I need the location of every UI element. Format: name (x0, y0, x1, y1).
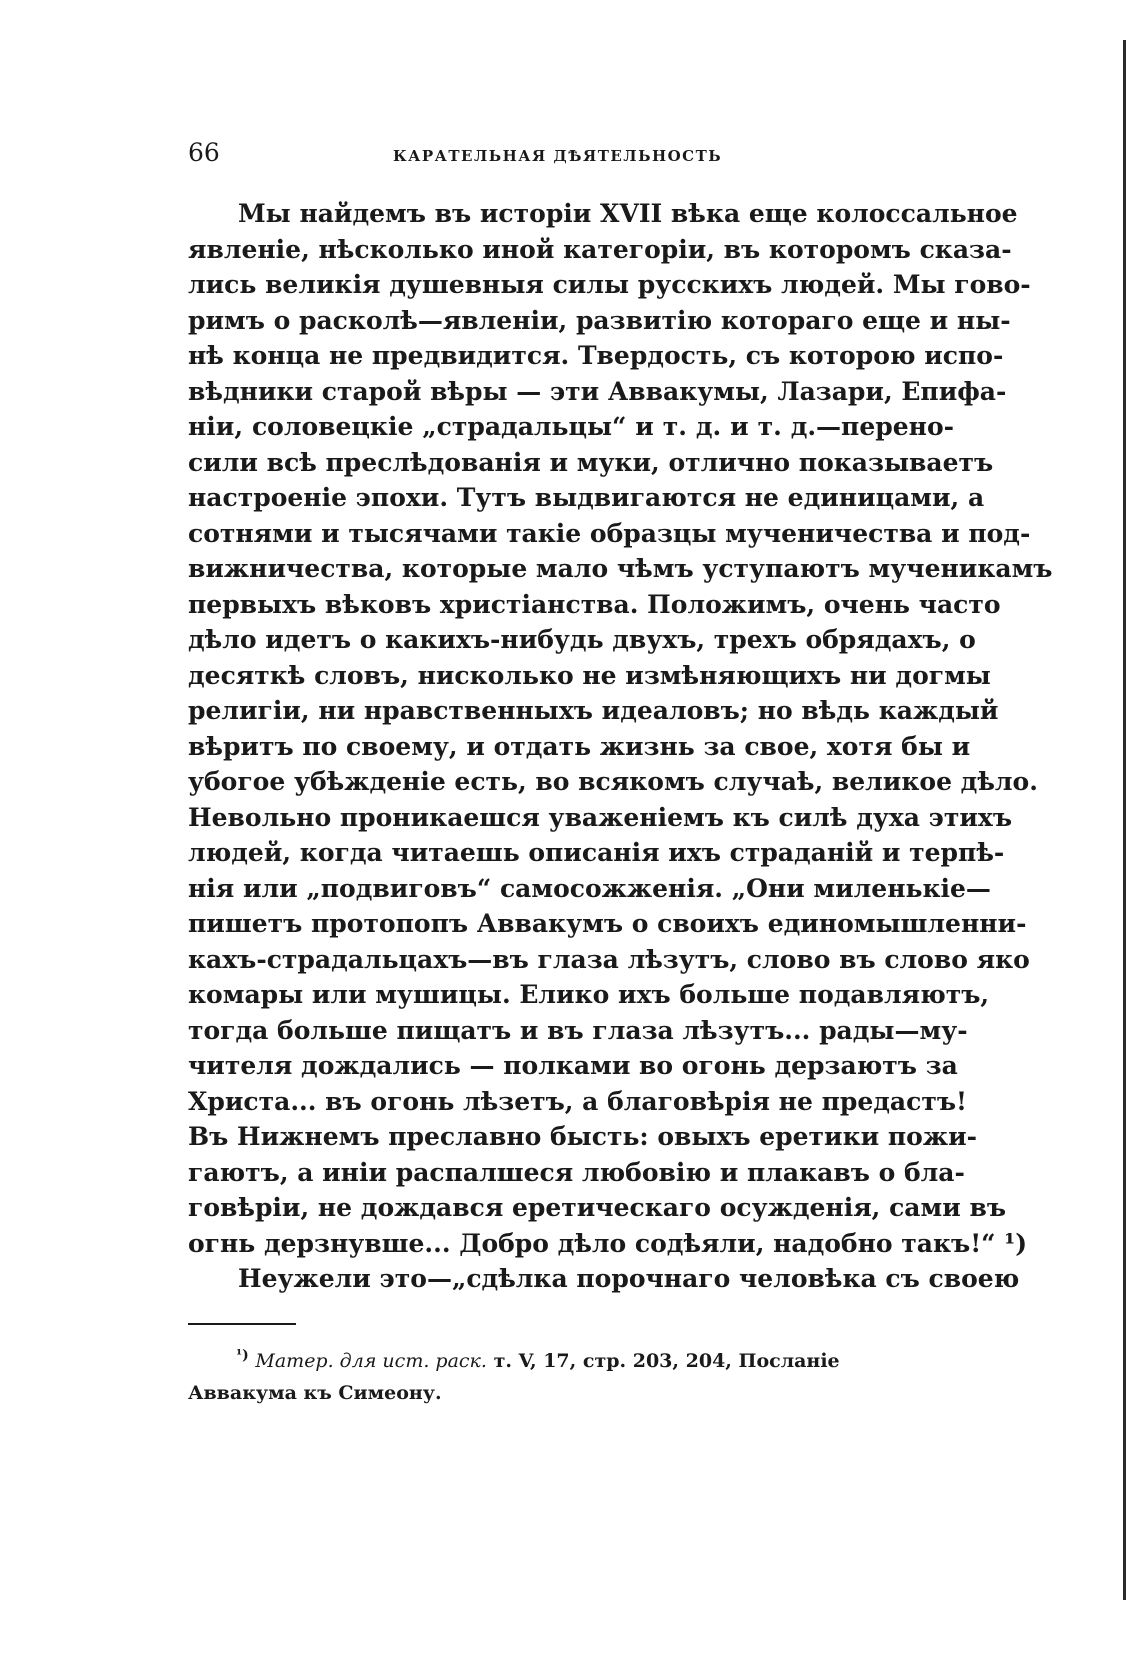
footnote-source: Матер. для ист. раск. (255, 1349, 487, 1372)
footnote (188, 1345, 954, 1409)
footnote-citation: т. V, 17, стр. 203, 204, Посланіе (493, 1349, 840, 1372)
text-line: вижничества, которые мало чѣмъ уступаютъ мученикамъ (188, 554, 1053, 583)
text-line: первыхъ вѣковъ христіанства. Положимъ, очень часто (188, 589, 1001, 619)
text-line: настроеніе эпохи. Тутъ выдвигаются не единицами, а (188, 483, 985, 512)
text-line: гаютъ, а иніи распалшеся любовію и плакавъ о бла- (188, 1157, 965, 1187)
text-line: сотнями и тысячами такіе образцы мученичества и под- (188, 518, 1031, 548)
text-line: религіи, ни нравственныхъ идеаловъ; но вѣдь каждый (188, 696, 999, 725)
text-line: Въ Нижнемъ преславно бысть: овыхъ еретики пожи- (188, 1122, 978, 1151)
text-line: говѣріи, не дождався еретическаго осужденія, сами въ (188, 1193, 1007, 1222)
text-line: комары или мушицы. Елико ихъ больше подавляютъ, (188, 980, 990, 1009)
text-line: нѣ конца не предвидится. Твердость, съ которою испо- (188, 341, 1004, 370)
text-line: Невольно проникаешся уваженіемъ къ силѣ духа этихъ (188, 802, 1012, 832)
running-head-title: КАРАТЕЛЬНАЯ ДѢЯТЕЛЬНОСТЬ (393, 147, 723, 165)
text-line: сили всѣ преслѣдованія и муки, отлично показываетъ (188, 447, 994, 477)
page-number: 66 (188, 138, 220, 167)
page-edge-line (1123, 40, 1126, 1600)
body-text (188, 196, 1053, 1297)
text-line: Христа... въ огонь лѣзетъ, а благовѣрія не предастъ! (188, 1086, 967, 1116)
footnote-line (188, 1345, 954, 1377)
footnote-rule (188, 1323, 296, 1325)
text-line: десяткѣ словъ, нисколько не измѣняющихъ ни догмы (188, 660, 991, 690)
text-line: дѣло идетъ о какихъ-нибудь двухъ, трехъ обрядахъ, о (188, 625, 976, 654)
text-line: римъ о расколѣ—явленіи, развитію котораго еще и ны- (188, 305, 1011, 335)
text-line: кахъ-страдальцахъ—въ глаза лѣзутъ, слово въ слово яко (188, 944, 1030, 974)
running-head (188, 138, 954, 178)
book-page (188, 138, 1053, 1409)
text-line: вѣдники старой вѣры — эти Аввакумы, Лазари, Епифа- (188, 376, 1007, 406)
text-line: Мы найдемъ въ исторіи XVII вѣка еще колоссальное (238, 199, 1018, 228)
text-line: нія или „подвиговъ“ самосожженія. „Они миленькіе— (188, 873, 991, 903)
footnote-line: Аввакума къ Симеону. (188, 1381, 442, 1404)
text-line: пишетъ протопопъ Аввакумъ о своихъ единомышленни- (188, 909, 1027, 938)
text-line: явленіе, нѣсколько иной категоріи, въ которомъ сказа- (188, 234, 1012, 264)
text-line: огнь дерзнувше... Добро дѣло содѣяли, надобно такъ!“ ¹) (188, 1228, 1028, 1258)
footnote-marker: ¹) (236, 1347, 249, 1364)
text-line: Неужели это—„сдѣлка порочнаго человѣка съ своею (238, 1264, 1020, 1293)
text-line: ніи, соловецкіе „страдальцы“ и т. д. и т. д.—перено- (188, 412, 954, 441)
text-line: лись великія душевныя силы русскихъ людей. Мы гово- (188, 270, 1031, 299)
text-line: вѣритъ по своему, и отдать жизнь за свое, хотя бы и (188, 731, 971, 761)
text-line: убогое убѣжденіе есть, во всякомъ случаѣ, великое дѣло. (188, 767, 1038, 796)
text-line: тогда больше пищатъ и въ глаза лѣзутъ... рады—му- (188, 1015, 968, 1045)
text-line: чителя дождались — полками во огонь дерзаютъ за (188, 1051, 958, 1080)
text-line: людей, когда читаешь описанія ихъ страданій и терпѣ- (188, 838, 1005, 867)
